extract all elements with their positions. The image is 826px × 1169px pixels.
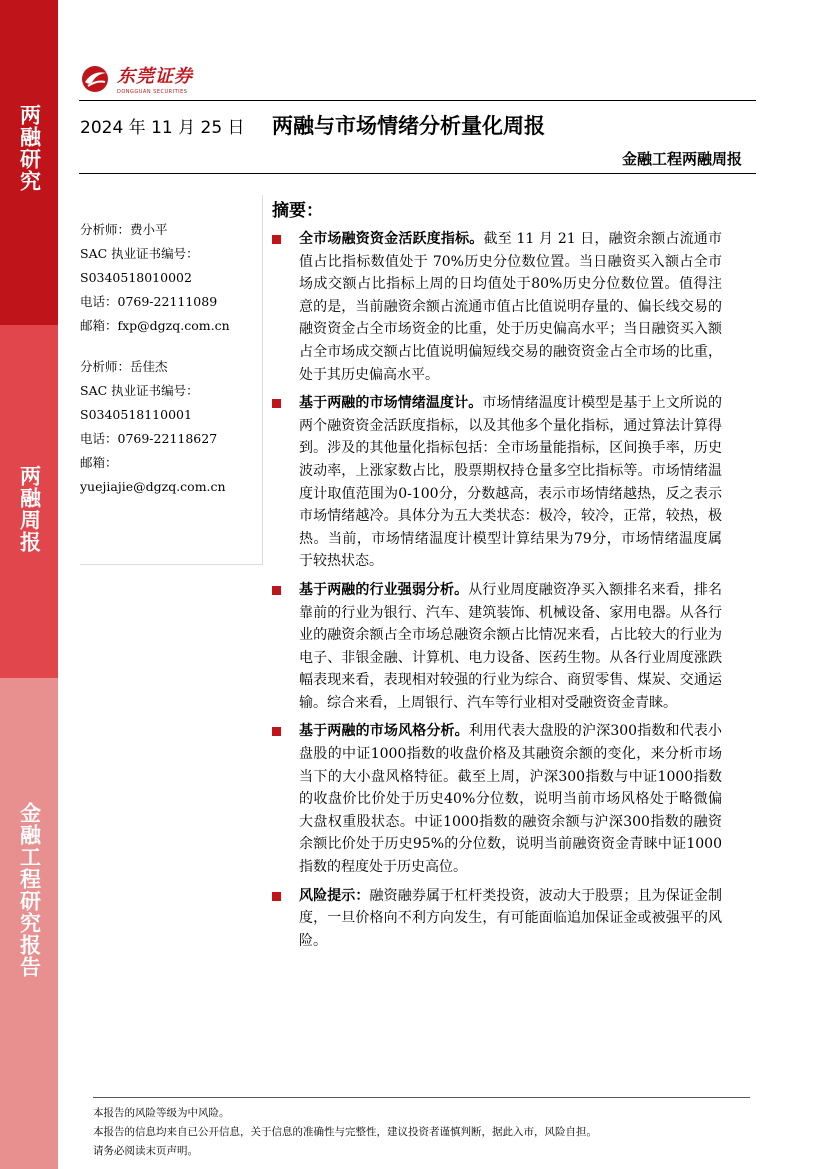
item-text: 利用代表大盘股的沪深300指数和代表小盘股的中证1000指数的收盘价格及其融资余额的变化，来分析市场当下的大小盘风格特征。截至上周，沪深300指数与中证1000指数的收盘价比价处于历史40%分位数，说明当前市场风格处于略微偏大盘权重股状态。中证1000指数的融资余额与沪深300指数的融资余额比价处于历史95%的分位数，说明当前融资资金青睐中证1000指数的程度处于历史高位。 xyxy=(299,723,722,876)
sidebar-label-weekly: 两融周报 xyxy=(17,465,42,553)
header-divider-top xyxy=(79,100,756,101)
analyst-1-sac-label: SAC 执业证书编号： xyxy=(80,246,199,261)
analyst-box-border xyxy=(262,195,263,565)
report-title: 两融与市场情绪分析量化周报 xyxy=(272,114,545,138)
logo-name-cn: 东莞证券 xyxy=(117,66,193,87)
analyst-info xyxy=(80,218,264,499)
analyst-2-name: 分析师：岳佳杰 xyxy=(80,359,168,374)
analyst-1-name: 分析师：费小平 xyxy=(80,222,168,237)
analyst-1-phone: 电话：0769-22111089 xyxy=(80,294,218,309)
item-text: 从行业周度融资净买入额排名来看，排名靠前的行业为银行、汽车、建筑装饰、机械设备、家用电器。从各行业的融资余额占全市场总融资余额占比情况来看，占比较大的行业为电子、非银金融、计算机、电力设备、医药生物。从各行业周度涨跌幅表现来看，表现相对较强的行业为综合、商贸零售、煤炭、交通运输。综合来看，上周银行、汽车等行业相对受融资资金青睐。 xyxy=(299,581,723,711)
item-lead: 基于两融的行业强弱分析。 xyxy=(299,581,469,598)
report-subtitle: 金融工程两融周报 xyxy=(621,150,742,168)
item-lead: 风险提示： xyxy=(299,887,370,904)
square-bullet-icon xyxy=(272,892,281,901)
item-lead: 基于两融的市场风格分析。 xyxy=(299,723,469,740)
analyst-2-email: yuejiajie@dgzq.com.cn xyxy=(80,479,226,494)
abstract-body xyxy=(272,228,722,958)
item-text: 截至 11 月 21 日，融资余额占流通市值占比指标数值处于 70%历史分位数位置。当日融资买入额占全市场成交额占比指标上周的日均值处于80%历史分位数位置。值得注意的是，当前融资余额占流通市值占比值说明存量的、偏长线交易的融资资金占全市场资金的比重，处于历史偏高水平；当日融资买入额占全市场成交额占比值说明偏短线交易的融资资金占全市场的比重，处于其历史偏高水平。 xyxy=(299,231,722,383)
abstract-heading: 摘要： xyxy=(272,201,323,221)
item-text: 市场情绪温度计模型是基于上文所说的两个融资资金活跃度指标，以及其他多个量化指标，通过算法计算得到。涉及的其他量化指标包括：全市场量能指标，区间换手率，历史波动率，上涨家数占比，股票期权持仓量多空比指标等。市场情绪温度计取值范围为0-100分，分数越高，表示市场情绪越热，反之表示市场情绪越冷。具体分为五大类状态：极冷，较冷，正常，较热，极热。当前，市场情绪温度计模型计算结果为79分，市场情绪温度属于较热状态。 xyxy=(299,395,723,570)
logo-mark-icon xyxy=(79,64,111,94)
abstract-item xyxy=(272,579,722,715)
sidebar-section-report-type xyxy=(0,678,58,1169)
sidebar-label-research: 两融研究 xyxy=(17,104,42,192)
square-bullet-icon xyxy=(272,235,281,244)
header-divider-bottom xyxy=(79,173,756,174)
analyst-2-sac-number: S0340518110001 xyxy=(80,407,192,422)
square-bullet-icon xyxy=(272,586,281,595)
analyst-1-sac-number: S0340518010002 xyxy=(80,270,192,285)
analyst-2-sac-label: SAC 执业证书编号： xyxy=(80,383,199,398)
footer-read-statement: 请务必阅读末页声明。 xyxy=(93,1145,198,1157)
footer-divider xyxy=(93,1097,750,1098)
abstract-item xyxy=(272,885,722,953)
item-lead: 全市场融资资金活跃度指标。 xyxy=(299,231,484,247)
abstract-item xyxy=(272,392,722,573)
analyst-1-email: 邮箱：fxp@dgzq.com.cn xyxy=(80,318,230,333)
analyst-box-bottom xyxy=(80,564,263,565)
item-text: 融资融券属于杠杆类投资，波动大于股票；且为保证金制度，一旦价格向不利方向发生，有可能面临追加保证金或被强平的风险。 xyxy=(299,887,723,949)
analyst-2-phone: 电话：0769-22118627 xyxy=(80,431,218,446)
footer-risk-level: 本报告的风险等级为中风险。 xyxy=(93,1107,230,1119)
footer-info-source: 本报告的信息均来自已公开信息，关于信息的准确性与完整性，建议投资者谨慎判断，据此入市，风险自担。 xyxy=(93,1126,597,1138)
sidebar-section-research xyxy=(0,0,58,325)
sidebar-section-weekly xyxy=(0,325,58,678)
left-sidebar xyxy=(0,0,58,1169)
report-date: 2024 年 11 月 25 日 xyxy=(80,118,245,138)
square-bullet-icon xyxy=(272,399,281,408)
footer-disclaimer xyxy=(93,1104,597,1161)
analyst-2-email-label: 邮箱： xyxy=(80,455,118,470)
abstract-item xyxy=(272,228,722,386)
logo-name-en: DONGGUAN SECURITIES xyxy=(117,89,188,95)
sidebar-label-report-type: 金融工程研究报告 xyxy=(17,802,42,978)
item-lead: 基于两融的市场情绪温度计。 xyxy=(299,395,483,412)
company-logo xyxy=(79,62,193,95)
abstract-item xyxy=(272,720,722,878)
square-bullet-icon xyxy=(272,727,281,736)
